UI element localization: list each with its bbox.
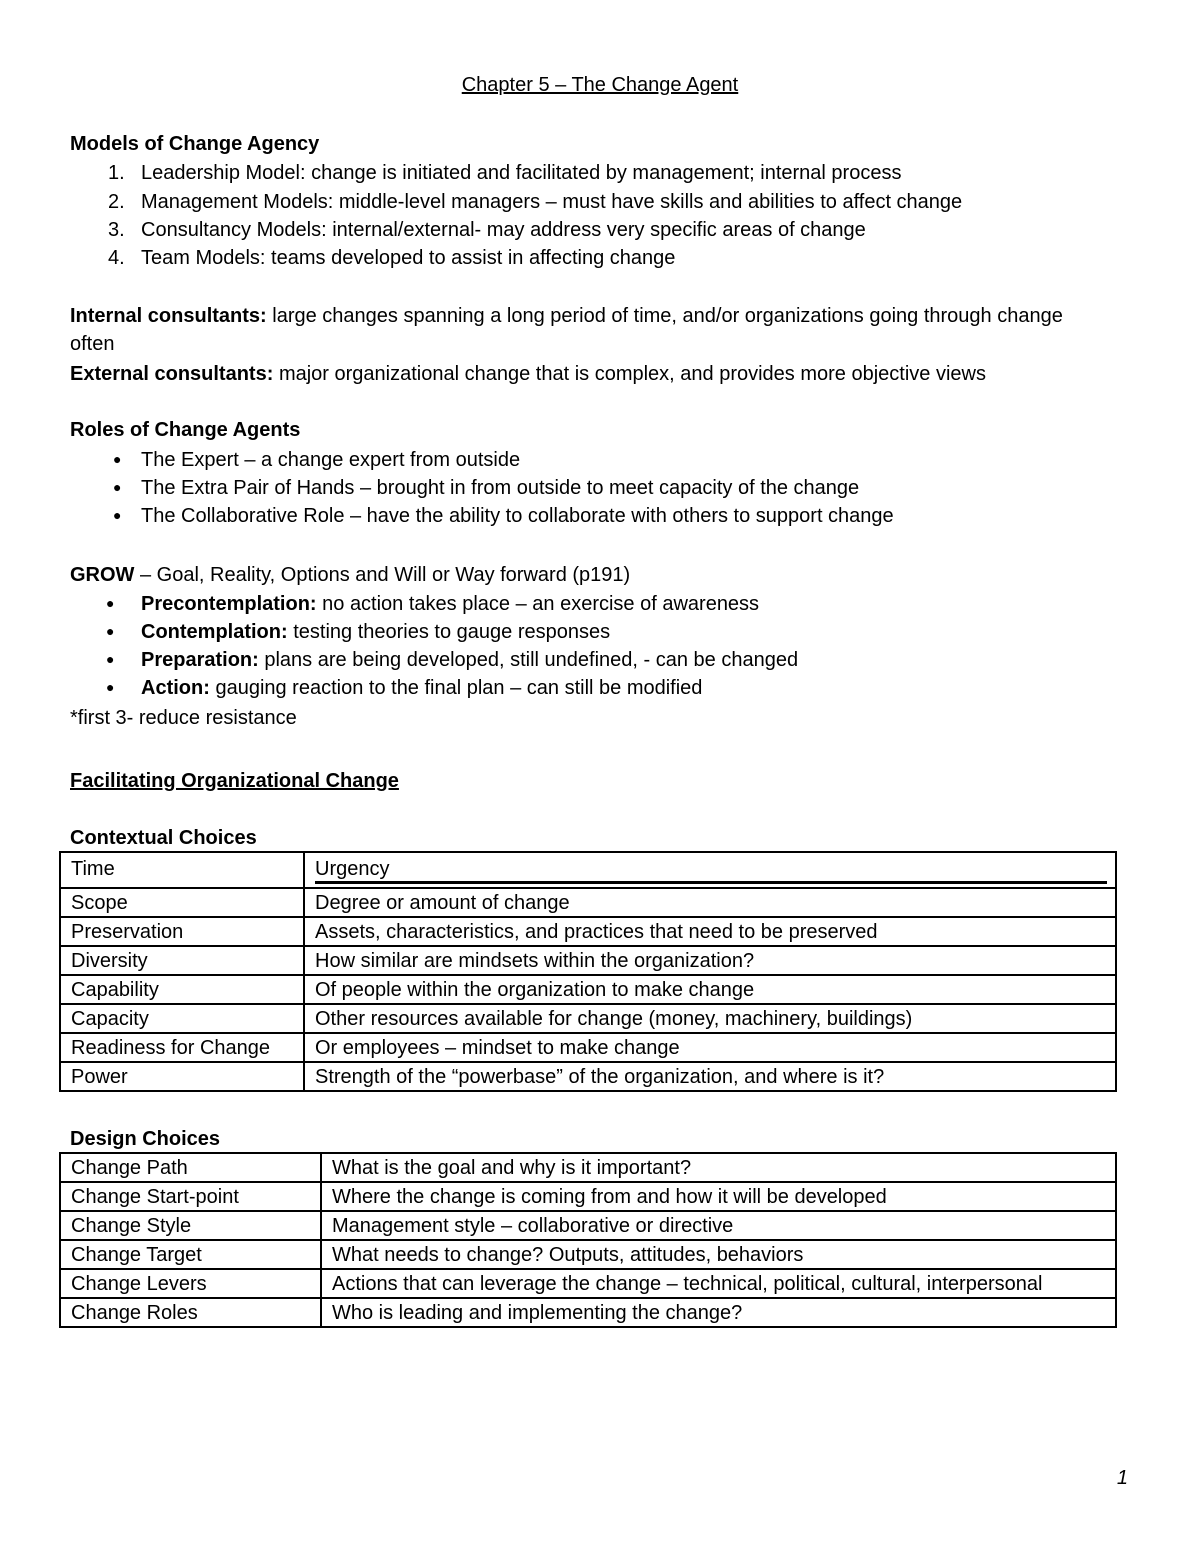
list-item: The Collaborative Role – have the ability to collaborate with others to support change [141,505,894,527]
table-row [60,975,1116,1004]
contextual-choices-table [59,851,1117,1092]
table-cell: Power [60,1062,304,1091]
grow-item-text: plans are being developed, still undefined, - can be changed [258,649,799,671]
table-cell: Change Roles [60,1298,321,1327]
list-item: Consultancy Models: internal/external- may address very specific areas of change [141,219,866,241]
table-cell: Management style – collaborative or directive [321,1211,1116,1240]
list-item: Management Models: middle-level managers – must have skills and abilities to affect change [141,191,963,213]
table-cell: Preservation [60,917,304,946]
list-item-number: 4. [108,247,125,269]
table-cell: Other resources available for change (money, machinery, buildings) [304,1004,1116,1033]
internal-consultants-text: large changes spanning a long period of time, and/or organizations going through change [266,305,1063,327]
contextual-heading: Contextual Choices [70,827,257,849]
table-cell: Change Levers [60,1269,321,1298]
internal-consultants-continued: often [70,333,115,355]
external-consultants-label: External consultants: [70,363,274,385]
table-cell: Change Target [60,1240,321,1269]
table-cell: How similar are mindsets within the organization? [304,946,1116,975]
table-cell: Change Path [60,1153,321,1182]
table-row [60,1004,1116,1033]
bullet-icon: ● [106,623,115,639]
underline-rule [315,881,1107,884]
bullet-icon: ● [113,451,122,467]
table-row [60,1033,1116,1062]
external-consultants-text: major organizational change that is complex, and provides more objective views [273,363,986,385]
list-item: Team Models: teams developed to assist in affecting change [141,247,676,269]
list-item [141,622,610,642]
models-heading: Models of Change Agency [70,133,320,155]
table-cell: Or employees – mindset to make change [304,1033,1116,1062]
bullet-icon: ● [113,479,122,495]
grow-item-text: no action takes place – an exercise of awareness [316,593,760,615]
table-cell: Degree or amount of change [304,888,1116,917]
table-cell: Assets, characteristics, and practices that need to be preserved [304,917,1116,946]
grow-item-label: Precontemplation: [141,593,317,615]
table-cell: Change Style [60,1211,321,1240]
table-row [60,1240,1116,1269]
grow-note: *first 3- reduce resistance [70,707,297,729]
table-cell: Diversity [60,946,304,975]
grow-item-text: gauging reaction to the final plan – can still be modified [209,677,703,699]
design-choices-table [59,1152,1117,1328]
table-row [60,917,1116,946]
page-number: 1 [1116,1467,1128,1489]
table-cell: Change Start-point [60,1182,321,1211]
table-row [60,1211,1116,1240]
table-cell: Where the change is coming from and how it will be developed [321,1182,1116,1211]
grow-item-text: testing theories to gauge responses [287,621,611,643]
list-item-number: 3. [108,219,125,241]
grow-text: – Goal, Reality, Options and Will or Way forward (p191) [134,564,631,586]
list-item: Leadership Model: change is initiated and facilitated by management; internal process [141,162,902,184]
table-cell: Scope [60,888,304,917]
internal-consultants-line [70,306,1063,326]
bullet-icon: ● [106,651,115,667]
table-cell: Of people within the organization to make change [304,975,1116,1004]
table-row [60,852,1116,888]
table-row [60,1153,1116,1182]
table-cell: Time [60,852,304,888]
table-cell: Actions that can leverage the change – technical, political, cultural, interpersonal [321,1269,1116,1298]
table-cell: Capability [60,975,304,1004]
grow-item-label: Contemplation: [141,621,288,643]
bullet-icon: ● [106,679,115,695]
bullet-icon: ● [106,595,115,611]
table-row [60,1269,1116,1298]
external-consultants-line [70,364,986,384]
table-cell: Capacity [60,1004,304,1033]
internal-consultants-label: Internal consultants: [70,305,267,327]
facilitating-heading: Facilitating Organizational Change [70,770,399,792]
list-item [141,678,702,698]
list-item: The Extra Pair of Hands – brought in from outside to meet capacity of the change [141,477,860,499]
table-cell: Readiness for Change [60,1033,304,1062]
grow-item-label: Preparation: [141,649,259,671]
table-row [60,1062,1116,1091]
table-cell: Who is leading and implementing the change? [321,1298,1116,1327]
list-item-number: 2. [108,191,125,213]
table-row [60,888,1116,917]
list-item [141,650,798,670]
table-cell: What is the goal and why is it important? [321,1153,1116,1182]
page-title: Chapter 5 – The Change Agent [461,74,739,96]
list-item-number: 1. [108,162,125,184]
bullet-icon: ● [113,507,122,523]
table-row [60,1182,1116,1211]
grow-label: GROW [70,564,135,586]
design-heading: Design Choices [70,1128,221,1150]
roles-heading: Roles of Change Agents [70,419,301,441]
list-item [141,594,759,614]
grow-line [70,565,630,585]
list-item: The Expert – a change expert from outside [141,449,521,471]
table-cell: Strength of the “powerbase” of the organization, and where is it? [304,1062,1116,1091]
table-cell: What needs to change? Outputs, attitudes, behaviors [321,1240,1116,1269]
table-row [60,946,1116,975]
table-row [60,1298,1116,1327]
grow-item-label: Action: [141,677,210,699]
table-cell: Urgency [304,852,1116,888]
